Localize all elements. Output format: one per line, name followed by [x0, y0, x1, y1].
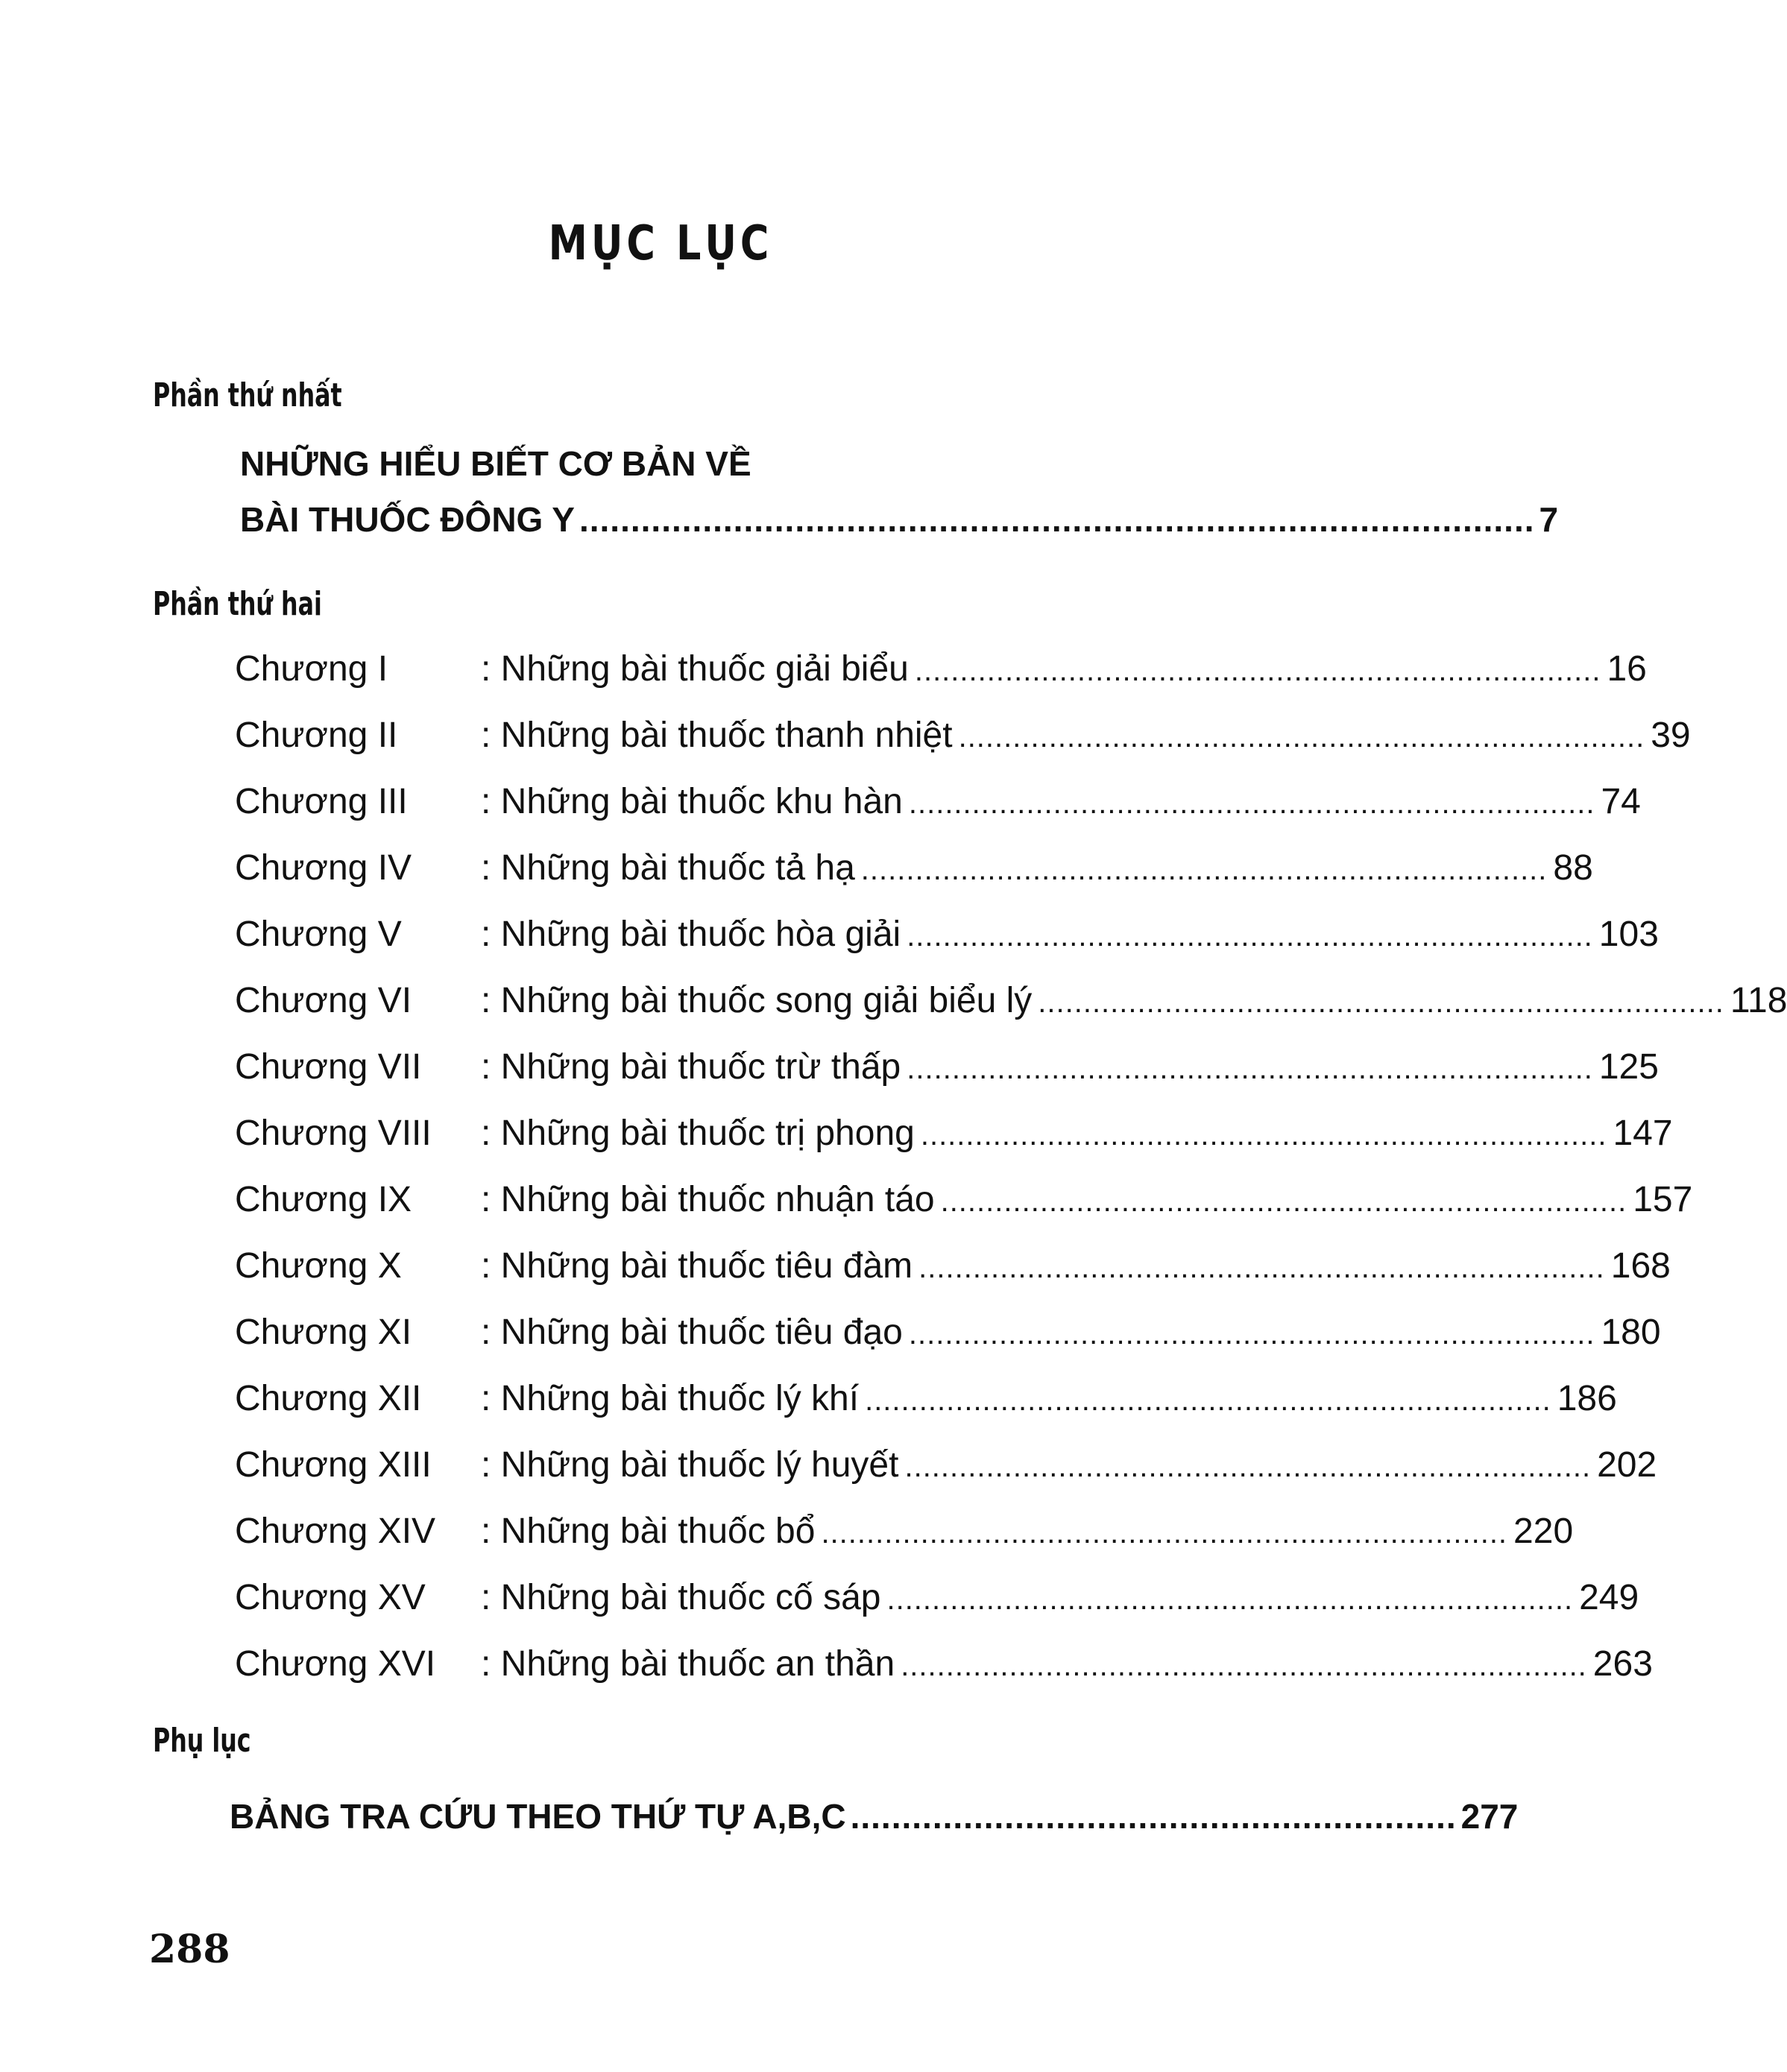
chapter-entry-14[interactable]	[235, 1511, 1574, 1577]
chapter-title: : Những bài thuốc tả hạ	[481, 848, 855, 888]
leader-dots: ............................................................................	[940, 1185, 1627, 1218]
part-two-heading: Phần thứ hai	[153, 585, 322, 623]
part-one-title-line2: BÀI THUỐC ĐÔNG Y	[240, 500, 575, 539]
chapter-page: 168	[1610, 1246, 1671, 1286]
chapter-entry-16[interactable]	[235, 1643, 1653, 1710]
chapter-label: Chương XVI	[235, 1644, 436, 1684]
chapter-label: Chương I	[235, 649, 388, 689]
chapter-label: Chương VII	[235, 1047, 422, 1087]
leader-dots: ............................................................................	[901, 1649, 1587, 1682]
chapter-page: 249	[1579, 1578, 1639, 1617]
chapter-entry-5[interactable]	[235, 914, 1659, 980]
chapter-entry-8[interactable]	[235, 1113, 1673, 1179]
chapter-page: 103	[1598, 915, 1659, 954]
chapter-entry-4[interactable]	[235, 847, 1593, 914]
leader-dots: ............................................................................	[860, 853, 1548, 886]
part-one-page: 7	[1539, 500, 1559, 539]
leader-dots: ............................................................................	[886, 1583, 1574, 1616]
chapter-title: : Những bài thuốc nhuận táo	[481, 1180, 935, 1219]
chapter-title: : Những bài thuốc khu hàn	[481, 782, 903, 821]
appendix-heading: Phụ lục	[153, 1722, 251, 1760]
appendix-page: 277	[1460, 1797, 1519, 1836]
chapter-page: 263	[1592, 1644, 1653, 1684]
chapter-page: 147	[1613, 1114, 1673, 1153]
chapter-entry-3[interactable]	[235, 781, 1641, 847]
chapter-entry-12[interactable]	[235, 1378, 1617, 1444]
part-one-entry[interactable]	[240, 499, 1559, 540]
appendix-entry[interactable]	[230, 1796, 1519, 1836]
chapter-title: : Những bài thuốc tiêu đàm	[481, 1246, 913, 1286]
chapter-title: : Những bài thuốc giải biểu	[481, 649, 909, 689]
leader-dots: .............................................................................................	[579, 500, 1535, 539]
page-number: 288	[149, 1927, 230, 1972]
chapter-label: Chương XI	[235, 1313, 412, 1352]
chapter-label: Chương XV	[235, 1578, 426, 1617]
leader-dots: ............................................................................	[907, 920, 1593, 953]
leader-dots: ............................................................................	[920, 1119, 1607, 1152]
chapter-entry-7[interactable]	[235, 1046, 1659, 1113]
part-one-heading: Phần thứ nhất	[153, 376, 342, 414]
chapter-title: : Những bài thuốc hòa giải	[481, 915, 901, 954]
leader-dots: ............................................................................	[958, 721, 1645, 754]
chapter-title: : Những bài thuốc lý khí	[481, 1379, 860, 1418]
chapter-page: 202	[1597, 1445, 1657, 1485]
leader-dots: ...........................................................	[850, 1797, 1457, 1836]
chapter-entry-9[interactable]	[235, 1179, 1693, 1245]
chapter-label: Chương VI	[235, 981, 412, 1020]
chapter-entry-2[interactable]	[235, 715, 1691, 781]
chapter-entry-11[interactable]	[235, 1312, 1661, 1378]
leader-dots: ............................................................................	[908, 1318, 1595, 1351]
chapter-page: 220	[1513, 1512, 1574, 1551]
chapter-page: 125	[1598, 1047, 1659, 1087]
appendix-title: BẢNG TRA CỨU THEO THỨ TỰ A,B,C	[230, 1797, 846, 1836]
chapter-entry-6[interactable]	[235, 980, 1787, 1046]
chapter-page: 118	[1730, 981, 1787, 1020]
chapter-title: : Những bài thuốc bổ	[481, 1512, 816, 1551]
chapter-label: Chương X	[235, 1246, 402, 1286]
leader-dots: ............................................................................	[1038, 986, 1724, 1019]
chapter-label: Chương VIII	[235, 1114, 432, 1153]
chapter-title: : Những bài thuốc song giải biểu lý	[481, 981, 1033, 1020]
chapter-page: 74	[1601, 782, 1641, 821]
chapter-label: Chương IX	[235, 1180, 412, 1219]
chapter-label: Chương IV	[235, 848, 412, 888]
chapter-label: Chương III	[235, 782, 408, 821]
chapter-title: : Những bài thuốc cố sáp	[481, 1578, 881, 1617]
chapter-page: 180	[1601, 1313, 1661, 1352]
chapter-label: Chương V	[235, 915, 402, 954]
chapter-title: : Những bài thuốc thanh nhiệt	[481, 716, 953, 755]
chapter-entry-1[interactable]	[235, 648, 1647, 715]
chapter-page: 16	[1607, 649, 1647, 689]
chapter-label: Chương XII	[235, 1379, 422, 1418]
leader-dots: ............................................................................	[914, 654, 1601, 687]
chapter-entry-10[interactable]	[235, 1245, 1671, 1312]
leader-dots: ............................................................................	[907, 1052, 1593, 1085]
leader-dots: ............................................................................	[908, 787, 1595, 820]
chapter-title: : Những bài thuốc an thần	[481, 1644, 895, 1684]
leader-dots: ............................................................................	[865, 1384, 1551, 1417]
leader-dots: ............................................................................	[918, 1251, 1605, 1284]
chapter-label: Chương II	[235, 716, 398, 755]
chapter-title: : Những bài thuốc trừ thấp	[481, 1047, 901, 1087]
chapter-entry-15[interactable]	[235, 1577, 1639, 1643]
chapter-page: 39	[1651, 716, 1691, 755]
chapter-list	[235, 648, 1787, 1710]
chapter-page: 88	[1553, 848, 1593, 888]
chapter-label: Chương XIV	[235, 1512, 436, 1551]
page-title: MỤC LỤC	[548, 216, 773, 271]
chapter-title: : Những bài thuốc trị phong	[481, 1114, 915, 1153]
leader-dots: ............................................................................	[904, 1450, 1592, 1483]
chapter-label: Chương XIII	[235, 1445, 432, 1485]
leader-dots: ............................................................................	[821, 1517, 1508, 1550]
chapter-title: : Những bài thuốc tiêu đạo	[481, 1313, 903, 1352]
chapter-title: : Những bài thuốc lý huyết	[481, 1445, 899, 1485]
part-one-title-line1: NHỮNG HIỂU BIẾT CƠ BẢN VỀ	[240, 444, 751, 483]
chapter-page: 157	[1633, 1180, 1693, 1219]
chapter-page: 186	[1557, 1379, 1617, 1418]
chapter-entry-13[interactable]	[235, 1444, 1657, 1511]
